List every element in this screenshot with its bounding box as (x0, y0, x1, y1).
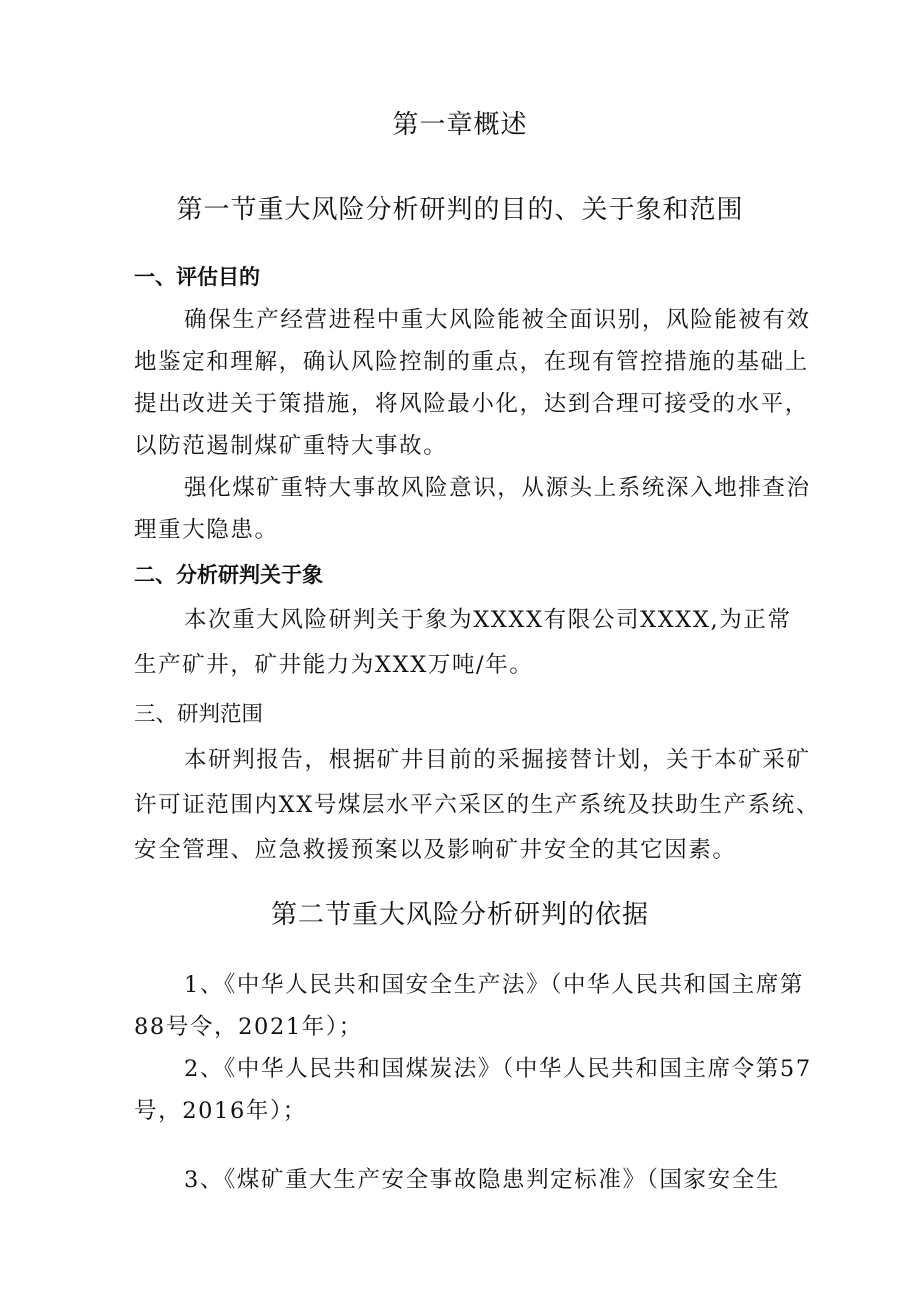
paragraph-line: 理重大隐患。 (134, 517, 279, 543)
paragraph-line: 确保生产经营进程中重大风险能被全面识别，风险能被有效 (184, 307, 811, 333)
paragraph-line: 以防范遏制煤矿重特大事故。 (134, 433, 448, 459)
reference-item: 2、《中华人民共和国煤炭法》（中华人民共和国主席令第57 (184, 1056, 812, 1082)
reference-item-continued: 88号令，2021年）； (134, 1014, 363, 1040)
paragraph-line: 生产矿井，矿井能力为XXX万吨/年。 (134, 652, 534, 678)
paragraph-line: 安全管理、应急救援预案以及影响矿井安全的其它因素。 (134, 837, 737, 863)
paragraph-line: 地鉴定和理解，确认风险控制的重点，在现有管控措施的基础上 (134, 349, 809, 375)
reference-item-continued: 号，2016年）； (134, 1098, 307, 1124)
chapter-title: 第一章概述 (392, 110, 528, 140)
reference-item: 3、《煤矿重大生产安全事故隐患判定标准》（国家安全生 (184, 1167, 780, 1193)
section-title-1: 第一节重大风险分析研判的目的、关于象和范围 (176, 195, 744, 225)
heading-analysis-object: 二、分析研判关于象 (134, 563, 323, 587)
section-title-2: 第二节重大风险分析研判的依据 (270, 900, 649, 930)
heading-evaluation-purpose: 一、评估目的 (134, 265, 260, 289)
reference-item: 1、《中华人民共和国安全生产法》（中华人民共和国主席第 (184, 972, 805, 998)
paragraph-line: 本研判报告，根据矿井目前的采掘接替计划，关于本矿采矿 (184, 747, 811, 773)
heading-scope: 三、研判范围 (134, 702, 264, 727)
paragraph-line: 提出改进关于策措施，将风险最小化，达到合理可接受的水平， (134, 391, 809, 417)
paragraph-line: 本次重大风险研判关于象为XXXX有限公司XXXX,为正常 (184, 607, 792, 633)
paragraph-line: 强化煤矿重特大事故风险意识，从源头上系统深入地排查治 (184, 475, 811, 501)
paragraph-line: 许可证范围内XX号煤层水平六采区的生产系统及扶助生产系统、 (134, 792, 820, 818)
